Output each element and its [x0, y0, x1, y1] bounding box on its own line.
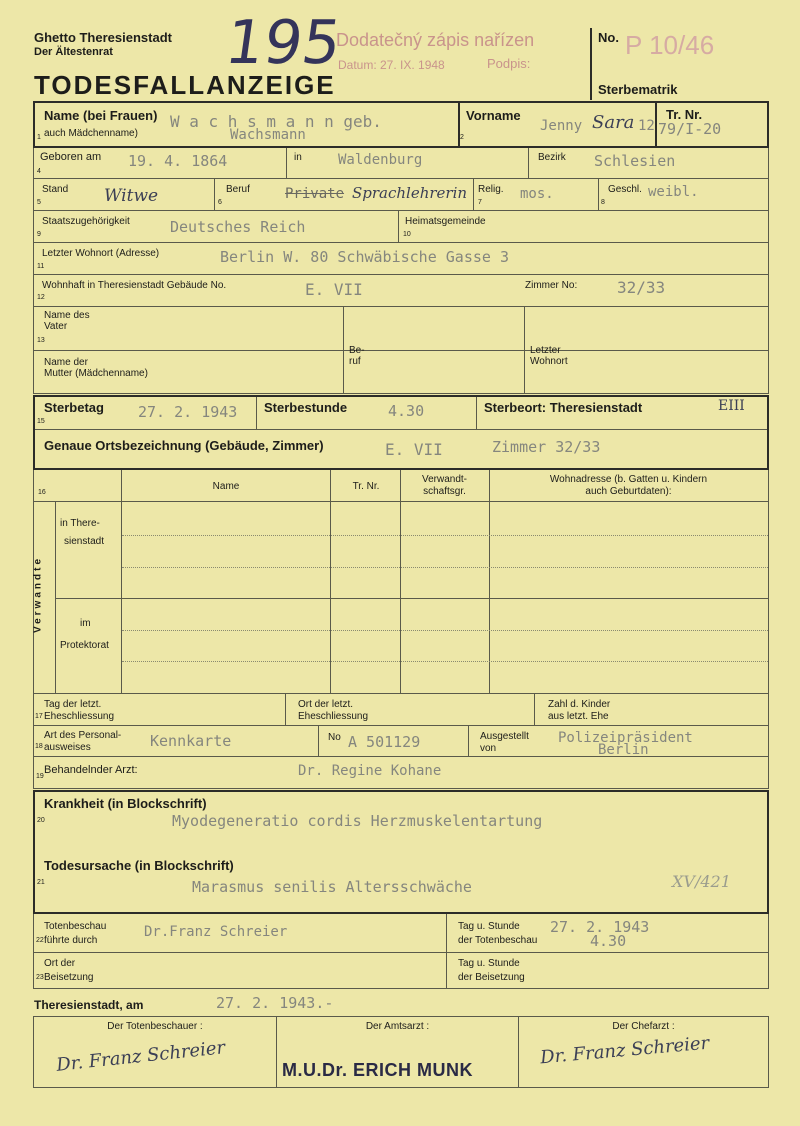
relatives-row1-label-2: sienstadt	[64, 536, 105, 547]
relatives-col-verw-2: schaftsgr.	[423, 486, 466, 497]
issued-by-value-2: Berlin	[598, 742, 649, 758]
heimat-label: Heimatsgemeinde	[405, 216, 486, 227]
inspection-hour-value: 4.30	[590, 932, 627, 950]
row-number: 11	[37, 263, 45, 270]
marriage-date-label-2: Eheschliessung	[44, 711, 115, 722]
relatives-vertical-label: Verwandte	[32, 555, 44, 634]
row-number: 1	[37, 134, 41, 141]
marriage-date-label: Tag der letzt.	[44, 699, 102, 710]
addendum-stamp: Dodatečný zápis nařízen	[336, 30, 535, 50]
place-date-value: 27. 2. 1943.-	[216, 994, 334, 1012]
issued-by-label-2: von	[480, 743, 497, 754]
row-number: 2	[460, 134, 464, 141]
id-type-label: Art des Personal-	[44, 730, 122, 741]
row-number: 23	[36, 974, 44, 981]
beruf-struck-value: Private	[285, 186, 345, 202]
vater-label: Name des	[44, 310, 90, 321]
name-label: Name (bei Frauen)	[44, 108, 158, 123]
no-label: No.	[598, 30, 619, 45]
wohnhaft-value: E. VII	[305, 280, 363, 299]
relig-value: mos.	[520, 186, 554, 202]
id-type-label-2: ausweises	[44, 742, 91, 753]
wohnort-value: Berlin W. 80 Schwäbische Gasse 3	[220, 248, 509, 266]
relatives-col-name: Name	[212, 481, 240, 492]
relatives-col-trnr: Tr. Nr.	[352, 481, 380, 492]
bezirk-value: Schlesien	[594, 152, 676, 170]
marriage-place-label: Ort der letzt.	[298, 699, 354, 710]
relig-label: Relig.	[478, 184, 504, 195]
burial-place-label: Ort der	[44, 958, 76, 969]
relatives-row1-label: in There-	[60, 518, 100, 529]
row-number: 12	[37, 294, 45, 301]
id-type-value: Kennkarte	[150, 732, 232, 750]
relatives-col-address: Wohnadresse (b. Gatten u. Kindern	[549, 474, 708, 485]
physician-label: Behandelnder Arzt:	[44, 764, 138, 776]
row-number: 9	[37, 231, 41, 238]
sterbetag-value: 27. 2. 1943	[138, 403, 238, 421]
inspection-time-label: Tag u. Stunde	[458, 921, 520, 932]
geboren-value: 19. 4. 1864	[128, 152, 228, 170]
sterbestunde-label: Sterbestunde	[264, 400, 348, 415]
cause-label: Todesursache (in Blockschrift)	[44, 858, 234, 873]
zimmer-label: Zimmer No:	[525, 280, 578, 291]
sterbeort-mark: EIII	[718, 398, 745, 414]
sig-inspector-label: Der Totenbeschauer :	[107, 1021, 203, 1032]
beruf2-label: Be-	[349, 345, 365, 356]
row-number: 5	[37, 199, 41, 206]
relatives-row2-label-2: Protektorat	[60, 640, 109, 651]
row-number: 22	[36, 937, 44, 944]
stamp-date: Datum: 27. IX. 1948	[338, 58, 445, 72]
mutter-label-2: Mutter (Mädchenname)	[44, 368, 148, 379]
geboren-label: Geboren am	[40, 151, 102, 163]
disease-value: Myodegeneratio cordis Herzmuskelentartung	[172, 812, 543, 830]
ortsbez-label: Genaue Ortsbezeichnung (Gebäude, Zimmer)	[44, 438, 324, 453]
ortsbez-value: E. VII	[385, 440, 443, 459]
disease-label: Krankheit (in Blockschrift)	[44, 796, 207, 811]
sterbestunde-value: 4.30	[388, 402, 425, 420]
bezirk-label: Bezirk	[538, 152, 566, 163]
trnr-value: 79/I-20	[658, 120, 722, 138]
row-number: 6	[218, 199, 222, 206]
row-number: 8	[601, 199, 605, 206]
letzter-wohnort-label: Letzter	[530, 345, 561, 356]
marriage-place-label-2: Eheschliessung	[298, 711, 369, 722]
sig-chief: Dr. Franz Schreier	[539, 1032, 710, 1069]
in-label: in	[294, 152, 302, 163]
stamp-signature: Podpis:	[487, 56, 531, 71]
margin-note: XV/421	[672, 872, 731, 891]
geschl-value: weibl.	[648, 184, 699, 200]
inspection-time-label-2: der Totenbeschau	[458, 935, 538, 946]
matrik-number: P 10/46	[625, 30, 715, 60]
beruf2-label-2: ruf	[349, 356, 361, 367]
mutter-label: Name der	[44, 357, 88, 368]
row-number: 13	[37, 337, 45, 344]
staats-label: Staatszugehörigkeit	[42, 216, 130, 227]
inspection-value: Dr.Franz Schreier	[144, 924, 288, 940]
inspection-label: Totenbeschau	[44, 921, 107, 932]
row-number: 21	[37, 879, 45, 886]
name-sublabel: auch Mädchenname)	[44, 128, 138, 139]
org-subtitle: Der Ältestenrat	[34, 46, 113, 58]
sig-chief-label: Der Chefarzt :	[612, 1021, 675, 1032]
beruf-label: Beruf	[226, 184, 250, 195]
row-number: 18	[35, 743, 43, 750]
trnr-label: Tr. Nr.	[666, 107, 703, 122]
sig-official-stamp: M.U.Dr. ERICH MUNK	[282, 1060, 474, 1080]
inspection-date-value: 27. 2. 1943	[550, 918, 650, 936]
place-date-label: Theresienstadt, am	[34, 998, 144, 1012]
zimmer-value: 32/33	[617, 278, 666, 297]
burial-time-label: Tag u. Stunde	[458, 958, 520, 969]
children-count-label: Zahl d. Kinder	[548, 699, 611, 710]
sig-official-label: Der Amtsarzt :	[365, 1021, 430, 1032]
vorname-hand: Sara	[592, 112, 635, 133]
row-number: 17	[35, 713, 43, 720]
physician-value: Dr. Regine Kohane	[298, 763, 442, 779]
ortsbez-value-2: Zimmer 32/33	[492, 438, 601, 456]
staats-value: Deutsches Reich	[170, 218, 306, 236]
maiden-name-value: Wachsmann	[230, 127, 306, 143]
wohnhaft-label: Wohnhaft in Theresienstadt Gebäude No.	[42, 280, 227, 291]
row-number: 4	[37, 168, 41, 175]
row-number: 7	[478, 199, 482, 206]
issued-by-label: Ausgestellt	[480, 731, 529, 742]
id-number-value: A 501129	[348, 733, 421, 751]
burial-time-label-2: der Beisetzung	[458, 972, 525, 983]
sterbematrik-label: Sterbematrik	[598, 82, 678, 97]
cause-value: Marasmus senilis Altersschwäche	[192, 878, 472, 896]
sterbetag-label: Sterbetag	[44, 400, 104, 415]
sig-inspector: Dr. Franz Schreier	[55, 1037, 227, 1076]
vorname-number: 12	[638, 118, 655, 134]
geschl-label: Geschl.	[608, 184, 642, 195]
relatives-col-verw: Verwandt-	[421, 474, 468, 485]
children-count-label-2: aus letzt. Ehe	[548, 711, 609, 722]
issued-by-value: Polizeipräsident	[558, 730, 693, 746]
row-number: 19	[36, 773, 44, 780]
row-number: 16	[38, 489, 46, 496]
burial-place-label-2: Beisetzung	[44, 972, 94, 983]
relatives-col-address-2: auch Geburtdaten):	[585, 486, 672, 497]
id-number-label: No	[328, 732, 341, 743]
relatives-row2-label: im	[80, 618, 91, 629]
sterbeort-label: Sterbeort: Theresienstadt	[484, 400, 643, 415]
stand-label: Stand	[42, 184, 69, 195]
stand-value: Witwe	[104, 186, 159, 206]
inspection-label-2: führte durch	[44, 935, 98, 946]
row-number: 20	[37, 817, 45, 824]
wohnort-label: Letzter Wohnort (Adresse)	[42, 248, 160, 259]
registry-number: 195	[221, 8, 346, 78]
vater-label-2: Vater	[44, 321, 68, 332]
org-name: Ghetto Theresienstadt	[34, 30, 172, 45]
vorname-label: Vorname	[466, 108, 521, 123]
letzter-wohnort-label-2: Wohnort	[530, 356, 568, 367]
row-number: 15	[37, 418, 45, 425]
beruf-hand-value: Sprachlehrerin	[352, 184, 468, 202]
surname-value: W a c h s m a n n geb.	[170, 112, 382, 131]
form-title: TODESFALLANZEIGE	[34, 70, 336, 100]
in-value: Waldenburg	[338, 152, 423, 168]
row-number: 10	[403, 231, 411, 238]
vorname-value: Jenny	[540, 118, 583, 134]
